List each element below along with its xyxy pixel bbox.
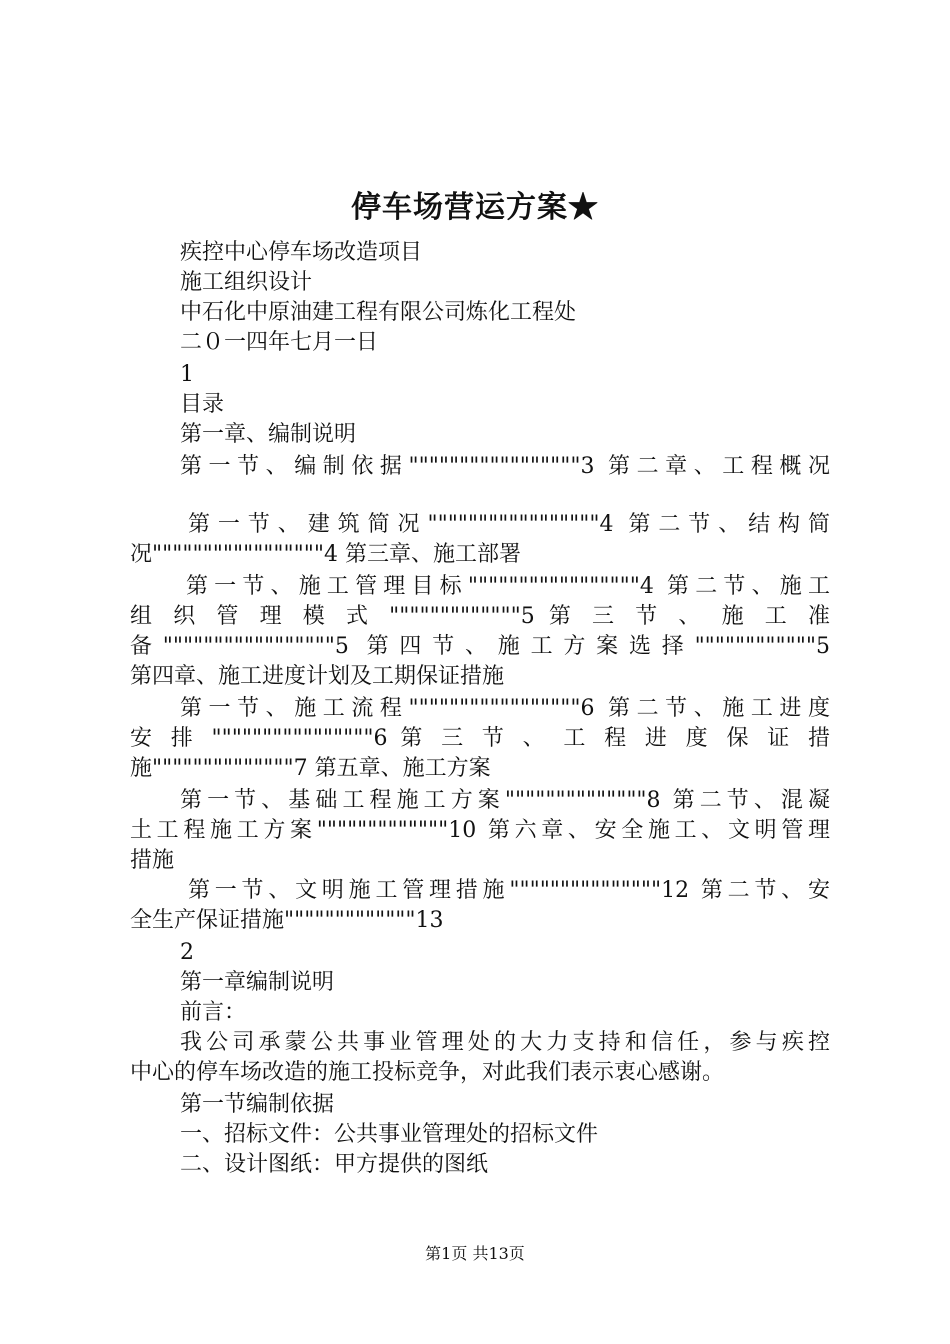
document-title: 停车场营运方案★ <box>351 190 599 225</box>
toc-line: 第一节、文明施工管理措施"""""""""""""""12 第二节、安 <box>188 878 830 903</box>
toc-line: 施""""""""""""""7 第五章、施工方案 <box>130 756 491 781</box>
list-item: 二、设计图纸：甲方提供的图纸 <box>180 1152 489 1177</box>
page-footer: 第1页 共13页 <box>425 1244 525 1263</box>
toc-line: 第一节、建筑简况"""""""""""""""""4 第二节、结构简 <box>188 512 830 537</box>
list-item: 一、招标文件：公共事业管理处的招标文件 <box>180 1122 599 1147</box>
chapter-heading: 第一章编制说明 <box>180 970 335 995</box>
cover-project-name: 疾控中心停车场改造项目 <box>180 240 423 265</box>
preface-label: 前言： <box>180 1000 247 1025</box>
toc-chapter-4: 第四章、施工进度计划及工期保证措施 <box>130 664 505 689</box>
toc-line: 组 织 管 理 模 式 """""""""""""5 第 三 节 、 施 工 准 <box>130 604 830 629</box>
cover-date: 二０一四年七月一日 <box>180 330 379 355</box>
toc-line: 备"""""""""""""""""5 第四节、施工方案选择""""""""""""5 <box>130 634 830 659</box>
toc-chapter-1: 第一章、编制说明 <box>180 422 357 447</box>
preface-paragraph-cont: 中心的停车场改造的施工投标竞争，对此我们表示衷心感谢。 <box>130 1060 725 1085</box>
page-marker-2: 2 <box>180 940 194 965</box>
toc-line: 全生产保证措施"""""""""""""13 <box>130 908 444 933</box>
toc-line: 安 排 """"""""""""""""6 第 三 节 、 工 程 进 度 保 证 措 <box>130 726 830 751</box>
preface-paragraph: 我公司承蒙公共事业管理处的大力支持和信任，参与疾控 <box>180 1030 830 1055</box>
toc-line: 第一节、施工管理目标"""""""""""""""""4 第二节、施工 <box>186 574 830 599</box>
toc-heading: 目录 <box>180 392 225 417</box>
toc-line: 第一节、编制依据"""""""""""""""""3 第二章、工程概况 <box>180 454 830 479</box>
toc-line: 第一节、基础工程施工方案""""""""""""""8 第二节、混凝 <box>180 788 830 813</box>
toc-line: 措施 <box>130 848 175 873</box>
cover-doc-type: 施工组织设计 <box>180 270 313 295</box>
section-heading: 第一节编制依据 <box>180 1092 335 1117</box>
toc-line: 况"""""""""""""""""4 第三章、施工部署 <box>130 542 522 567</box>
cover-company: 中石化中原油建工程有限公司炼化工程处 <box>180 300 577 325</box>
toc-line: 第一节、施工流程"""""""""""""""""6 第二节、施工进度 <box>180 696 830 721</box>
toc-line: 土工程施工方案"""""""""""""10 第六章、安全施工、文明管理 <box>130 818 830 843</box>
page-marker-1: 1 <box>180 362 194 387</box>
